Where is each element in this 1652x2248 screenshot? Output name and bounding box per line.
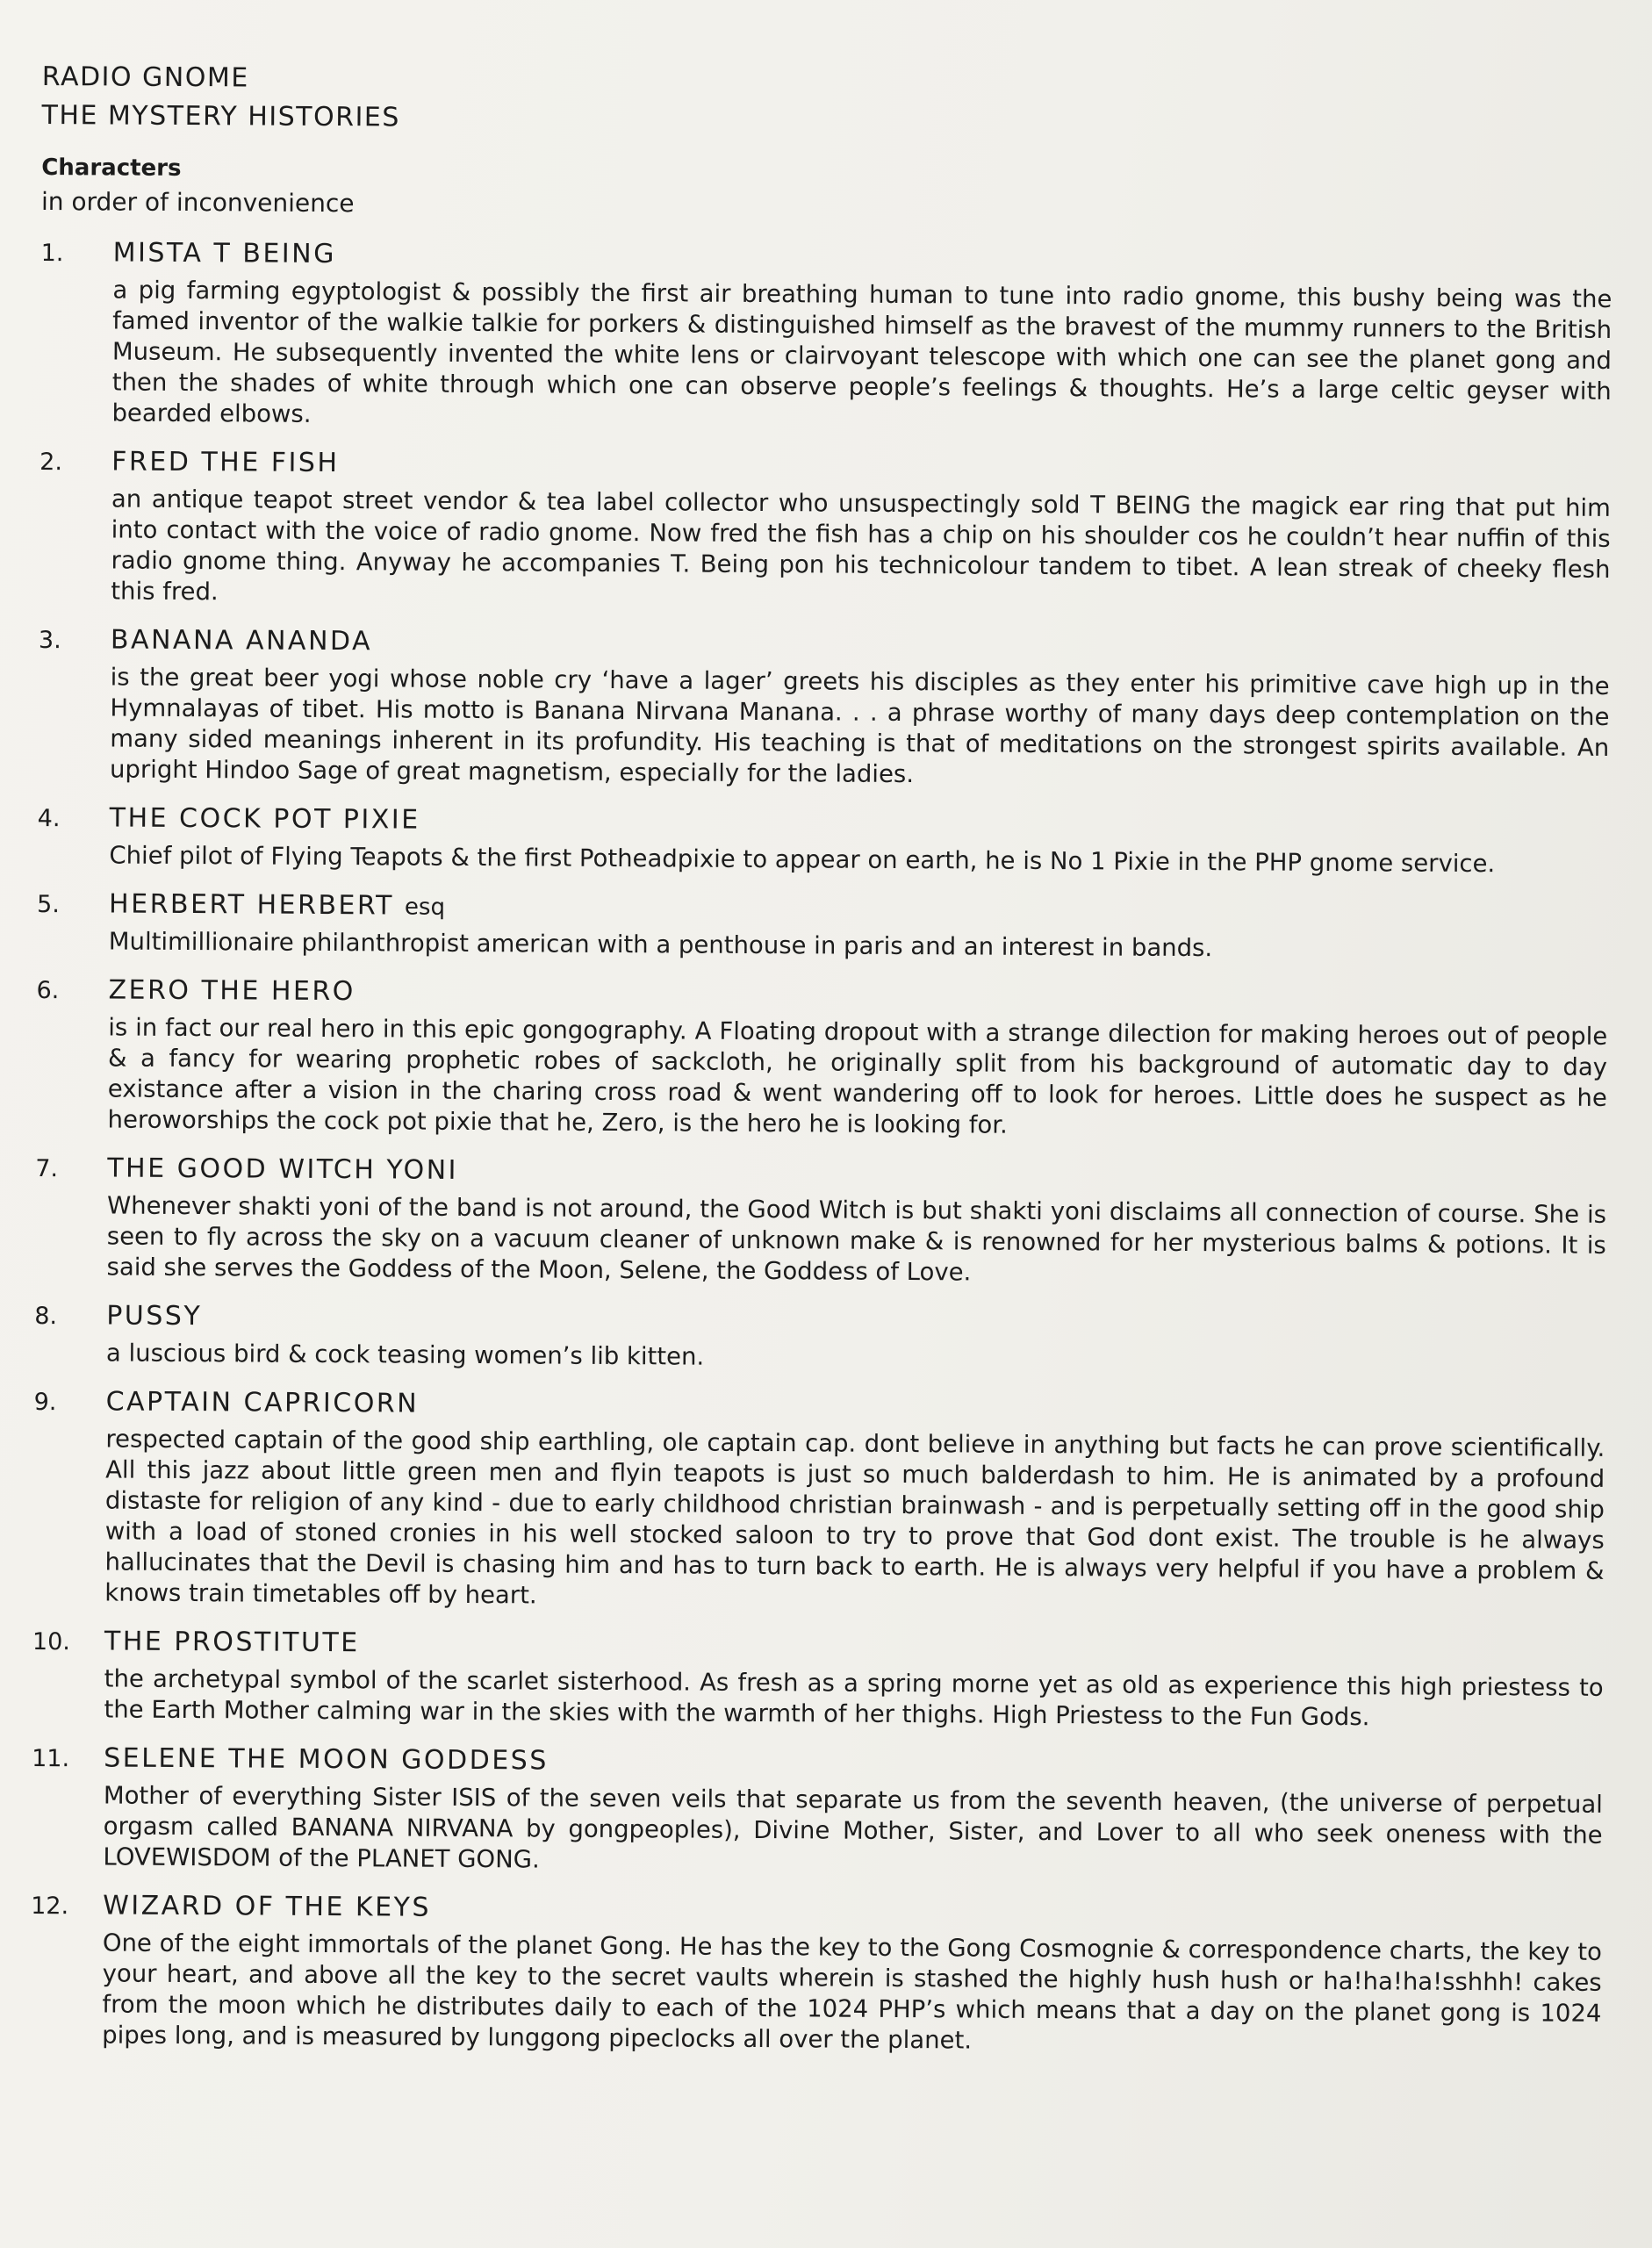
character-description: Chief pilot of Flying Teapots & the first Potheadpixie to appear on earth, he is No 1 Pixie in the PHP gnome service. xyxy=(109,841,1496,879)
character-name: THE GOOD WITCH YONI xyxy=(107,1153,459,1186)
character-entry xyxy=(36,969,1608,1145)
character-description: a pig farming egyptologist & possibly the first air breathing human to tune into radio gnome, this bushy being was the famed inventor of the walkie talkie for porkers & distinguished himself as the bravest of the mummy runners to the British Museum. He subsequently invented the white lens or clairvoyant telescope with which one can see the planet gong and then the shades of white through which one can observe people’s feelings & thoughts. He’s a large celtic geyser with bearded elbows. xyxy=(111,276,1612,428)
character-description: One of the eight immortals of the planet Gong. He has the key to the Gong Cosmognie & correspondence charts, the key to your heart, and above all the key to the secret vaults wherein is stashed the highly hush hush or ha!ha!ha!sshhh! cakes from the moon which he distributes daily to each of the 1024 PHP’s which means that a day on the planet gong is 1024 pipes long, and is measured by lunggong pipeclocks all over the planet. xyxy=(102,1928,1602,2055)
character-entry xyxy=(38,619,1610,794)
character-name: MISTA T BEING xyxy=(112,237,337,270)
character-description: is the great beer yogi whose noble cry ‘have a lager’ greets his disciples as they enter his primitive cave high up in the Hymnalayas of tibet. His motto is Banana Nirvana Manana. . . a phrase worthy of many days deep contemplation on the many sided meanings inherent in its profundity. His teaching is that of meditations on the strongest spirits available. An upright Hindoo Sage of great magnetism, especially for the ladies. xyxy=(109,663,1610,789)
character-description: Mother of everything Sister ISIS of the seven veils that separate us from the seventh heaven, (the universe of perpetual orgasm called BANANA NIRVANA by gongpeoples), Divine Mother, Sister, and Lover to all who seek oneness with the LOVEWISDOM of the PLANET GONG. xyxy=(103,1781,1603,1874)
character-entry xyxy=(31,1737,1603,1882)
character-number: 1. xyxy=(40,239,64,268)
character-name: THE PROSTITUTE xyxy=(104,1626,360,1659)
character-name: WIZARD OF THE KEYS xyxy=(103,1890,432,1923)
character-number: 3. xyxy=(38,626,61,655)
character-number: 8. xyxy=(34,1302,58,1331)
character-number: 4. xyxy=(37,804,61,833)
character-description: is in fact our real hero in this epic gongography. A Floating dropout with a strange dilection for making heroes out of people & a fancy for wearing prophetic robes of sackcloth, he originally split from his background of automatic day to day existance after a vision in the charing cross road & went wandering off to look for heroes. Little does he suspect as he heroworships the cock pot pixie that he, Zero, is the hero he is looking for. xyxy=(107,1013,1608,1139)
character-name: BANANA ANANDA xyxy=(110,624,373,657)
character-description: Whenever shakti yoni of the band is not around, the Good Witch is but shakti yoni disclaims all connection of course. She is seen to fly across the sky on a vacuum cleaner of unknown make & is renowned for her mysterious balms & potions. It is said she serves the Goddess of the Moon, Selene, the Goddess of Love. xyxy=(106,1191,1607,1287)
character-entry xyxy=(32,1381,1605,1618)
character-description: Multimillionaire philanthropist american with a penthouse in paris and an interest in bands. xyxy=(108,927,1213,963)
character-number: 5. xyxy=(37,890,60,919)
character-entry xyxy=(39,441,1611,616)
character-entry xyxy=(34,1295,1605,1378)
title-line-1: RADIO GNOME xyxy=(41,61,249,94)
character-name: THE COCK POT PIXIE xyxy=(109,802,420,836)
character-entry xyxy=(37,883,1608,966)
character-name-suffix: esq xyxy=(404,894,446,921)
character-number: 2. xyxy=(40,448,63,477)
character-description: an antique teapot street vendor & tea label collector who unsuspectingly sold T BEING the magick ear ring that put him into contact with the voice of radio gnome. Now fred the fish has a chip on his shoulder cos he couldn’t hear nuffin of this radio gnome thing. Anyway he accompanies T. Being pon his technicolour tandem to tibet. A lean streak of cheeky flesh this fred. xyxy=(111,485,1611,607)
character-entry xyxy=(30,1885,1602,2060)
character-number: 11. xyxy=(32,1744,70,1773)
character-name: HERBERT HERBERT esq xyxy=(109,888,446,922)
character-name: PUSSY xyxy=(106,1300,203,1332)
characters-heading: Characters xyxy=(41,154,182,182)
character-description: a luscious bird & cock teasing women’s lib kitten. xyxy=(105,1339,705,1371)
character-entry xyxy=(34,1147,1606,1292)
character-number: 10. xyxy=(32,1627,71,1656)
characters-subtitle: in order of inconvenience xyxy=(40,186,355,219)
character-list xyxy=(30,232,1612,2060)
character-description: the archetypal symbol of the scarlet sisterhood. As fresh as a spring morne yet as old as experience this high priestess to the Earth Mother calming war in the skies with the warmth of her thighs. High Priestess to the Fun Gods. xyxy=(104,1664,1604,1732)
character-number: 6. xyxy=(36,976,60,1005)
document-page xyxy=(30,58,1613,2060)
character-number: 12. xyxy=(31,1892,69,1921)
character-entry xyxy=(40,232,1612,438)
character-name: SELENE THE MOON GODDESS xyxy=(104,1742,549,1777)
character-name: CAPTAIN CAPRICORN xyxy=(105,1386,420,1419)
character-number: 9. xyxy=(33,1388,57,1417)
character-description: respected captain of the good ship earthling, ole captain cap. dont believe in anything but facts he can prove scientifically. All this jazz about little green men and flyin teapots is just so much balderdash to him. He is animated by a profound distaste for religion of any kind - due to early childhood christian brainwash - and is perpetually setting off in the good ship with a load of stoned cronies in his well stocked saloon to try to prove that God dont exist. The trouble is he always hallucinates that the Devil is chasing him and has to turn back to earth. He is always very helpful if you have a problem & knows train timetables off by heart. xyxy=(104,1425,1605,1610)
title-line-2: THE MYSTERY HISTORIES xyxy=(41,99,400,133)
character-entry xyxy=(37,797,1608,880)
character-name: FRED THE FISH xyxy=(111,446,340,479)
character-entry xyxy=(32,1620,1604,1734)
character-number: 7. xyxy=(35,1154,59,1183)
character-name: ZERO THE HERO xyxy=(108,974,356,1008)
